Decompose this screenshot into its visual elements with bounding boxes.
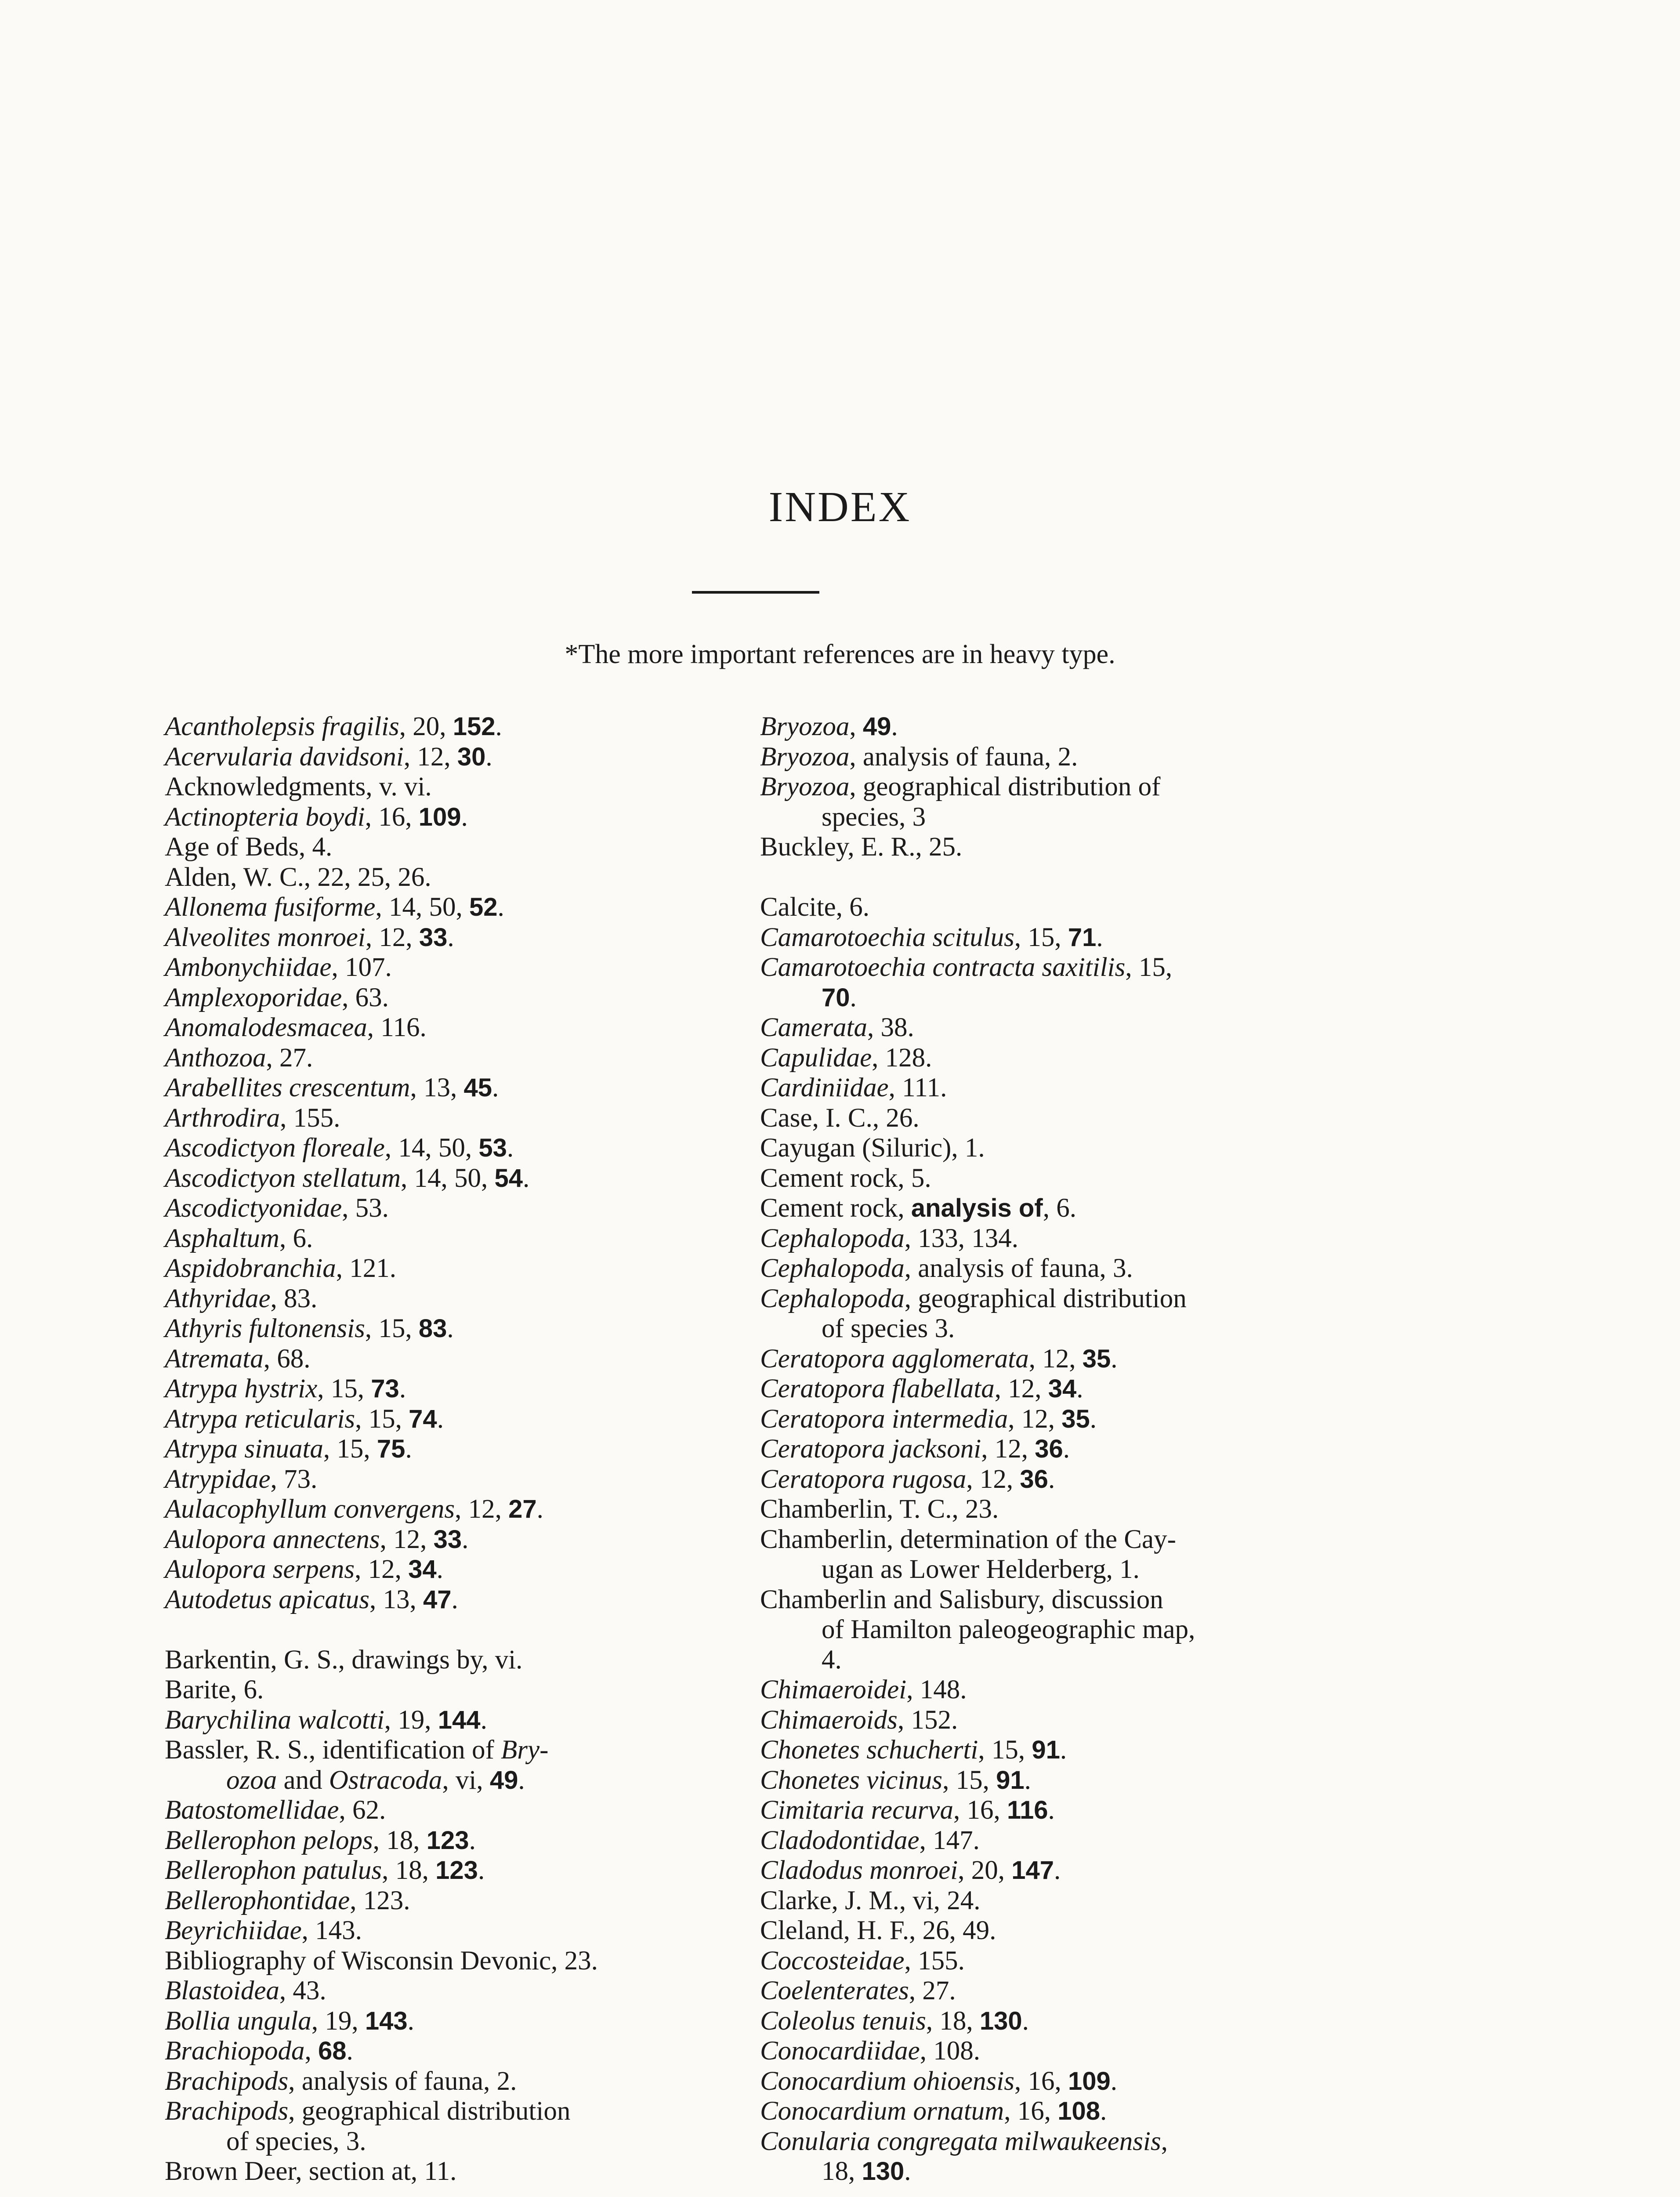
index-entry [165,832,740,863]
index-entry-line: Chamberlin, determination of the Cay- [760,1524,1176,1554]
index-entry [165,1916,740,1946]
index-entry-line: Ceratopora jacksoni, 12, 36. [760,1434,1070,1464]
index-column-left [165,712,740,2187]
index-entry-line: Atrypa reticularis, 15, 74. [165,1404,444,1434]
index-entry-continuation: species, 3 [822,802,926,832]
index-entry-line: Clarke, J. M., vi, 24. [760,1885,981,1915]
index-entry [165,892,740,923]
index-entry [760,1795,1340,1826]
index-entry-line: Bellerophontidae, 123. [165,1885,410,1915]
index-entry-line: Bryozoa, analysis of fauna, 2. [760,742,1078,772]
index-entry-line: Acervularia davidsoni, 12, 30. [165,742,492,772]
index-entry-line: Allonema fusiforme, 14, 50, 52. [165,892,504,922]
index-entry [760,1826,1340,1856]
index-entry [760,772,1340,832]
index-entry [165,1795,740,1826]
index-entry [165,2066,740,2097]
index-entry-line: Aulopora annectens, 12, 33. [165,1524,469,1554]
index-entry-line: Ceratopora agglomerata, 12, 35. [760,1344,1118,1374]
index-entry-line: Actinopteria boydi, 16, 109. [165,802,468,832]
index-entry-line: Cephalopoda, 133, 134. [760,1223,1018,1253]
index-entry [760,1103,1340,1134]
index-entry [165,1735,740,1795]
index-entry-line: Chamberlin, T. C., 23. [760,1494,999,1524]
index-entry-line: Camerata, 38. [760,1013,914,1042]
index-entry-line: Cephalopoda, geographical distribution [760,1283,1187,1313]
index-note: *The more important references are in heavy type. [565,639,1115,669]
index-entry [760,892,1340,923]
index-entry [760,832,1340,863]
index-entry-line: Cleland, H. F., 26, 49. [760,1916,996,1945]
index-entry-line: Brachipods, geographical distribution [165,2096,571,2126]
index-entry [165,1284,740,1314]
index-entry-line: Bibliography of Wisconsin Devonic, 23. [165,1946,598,1976]
index-entry [165,1856,740,1886]
index-entry [165,953,740,983]
index-entry-line: Coelenterates, 27. [760,1976,956,2005]
index-entry [760,1013,1340,1043]
index-entry [760,1886,1340,1916]
index-entry-line: Ceratopora rugosa, 12, 36. [760,1464,1055,1494]
index-entry-line: Cimitaria recurva, 16, 116. [760,1795,1055,1825]
index-entry-line: Cement rock, 5. [760,1163,931,1193]
index-entry-line: Conocardium ornatum, 16, 108. [760,2096,1107,2126]
index-entry-line: Athyridae, 83. [165,1283,318,1313]
index-entry-line: Anthozoa, 27. [165,1043,313,1073]
index-entry-line: Amplexoporidae, 63. [165,982,389,1012]
index-entry [760,1164,1340,1194]
index-entry-line: Bollia ungula, 19, 143. [165,2006,414,2036]
index-entry [760,1946,1340,1976]
index-entry [760,1976,1340,2006]
index-entry [760,1434,1340,1465]
index-entry [760,2096,1340,2127]
index-entry-line: Ceratopora flabellata, 12, 34. [760,1374,1083,1403]
index-entry [760,1284,1340,1344]
index-entry [165,1404,740,1435]
index-entry [760,1856,1340,1886]
index-entry [165,772,740,802]
index-entry-line: Barkentin, G. S., drawings by, vi. [165,1645,523,1675]
index-entry-line: Cephalopoda, analysis of fauna, 3. [760,1254,1133,1283]
index-entry-line: Conocardiidae, 108. [760,2036,980,2066]
index-entry [165,2006,740,2037]
index-entry-line: Age of Beds, 4. [165,832,333,862]
index-entry [165,1314,740,1344]
index-column-right [760,712,1340,2187]
section-gap [165,1615,740,1645]
index-entry [165,2157,740,2187]
index-entry-line: Ambonychiidae, 107. [165,953,392,982]
index-entry [165,1224,740,1254]
index-entry-line: Arthrodira, 155. [165,1103,340,1133]
index-entry-line: Coleolus tenuis, 18, 130. [760,2006,1029,2036]
index-entry-line: Aulacophyllum convergens, 12, 27. [165,1494,543,1524]
index-entry [165,1585,740,1615]
index-entry-line: Cardiniidae, 111. [760,1073,947,1102]
index-entry-line: Calcite, 6. [760,892,870,922]
index-entry [165,1133,740,1164]
index-entry [760,1404,1340,1435]
index-entry-line: Atrypa hystrix, 15, 73. [165,1374,406,1403]
index-entry-line: Atremata, 68. [165,1344,311,1374]
index-entry [165,1434,740,1465]
index-entry-line: Cladodontidae, 147. [760,1825,980,1855]
index-entry-line: Chamberlin and Salisbury, discussion [760,1584,1163,1614]
index-entry [165,1675,740,1705]
index-entry [165,1103,740,1134]
index-entry [165,1826,740,1856]
index-entry-line: Coccosteidae, 155. [760,1946,965,1976]
index-entry-line: Buckley, E. R., 25. [760,832,963,862]
index-entry-continuation: 70. [822,982,857,1012]
index-entry-line: Bryozoa, geographical distribution of [760,772,1161,801]
index-entry [165,983,740,1013]
index-entry-line: Athyris fultonensis, 15, 83. [165,1314,454,1343]
index-entry [165,923,740,953]
index-entry-line: Cayugan (Siluric), 1. [760,1133,985,1163]
index-entry-line: Conocardium ohioensis, 16, 109. [760,2066,1117,2096]
index-entry [165,712,740,742]
index-entry [165,2096,740,2157]
index-entry [760,1916,1340,1946]
index-entry-continuation: ugan as Lower Helderberg, 1. [822,1555,1140,1584]
index-entry-line: Chonetes schucherti, 15, 91. [760,1735,1067,1765]
index-entry [165,1465,740,1495]
index-entry-line: Case, I. C., 26. [760,1103,920,1133]
index-entry [760,1193,1340,1224]
index-entry-line: Bryozoa, 49. [760,712,898,741]
index-entry-line: Cladodus monroei, 20, 147. [760,1856,1061,1885]
index-entry [165,2036,740,2066]
index-entry-continuation: of species 3. [822,1314,955,1343]
index-entry-line: Chimaeroids, 152. [760,1705,958,1735]
index-entry [760,742,1340,772]
index-entry-line: Alden, W. C., 22, 25, 26. [165,862,431,892]
index-entry [760,712,1340,742]
index-entry-continuation: 18, 130. [822,2157,911,2186]
index-entry-line: Brown Deer, section at, 11. [165,2157,457,2186]
index-entry-line: Conularia congregata milwaukeensis, [760,2126,1168,2156]
index-entry [165,802,740,833]
index-entry [165,1374,740,1404]
index-entry [165,1645,740,1675]
index-entry [760,923,1340,953]
index-entry [760,953,1340,1013]
index-entry-line: Camarotoechia scitulus, 15, 71. [760,922,1103,952]
index-entry [760,1766,1340,1796]
index-entry-line: Acknowledgments, v. vi. [165,772,432,801]
index-entry-line: Atrypidae, 73. [165,1464,318,1494]
index-entry-line: Chimaeroidei, 148. [760,1675,967,1704]
index-entry-line: Bellerophon pelops, 18, 123. [165,1825,476,1855]
index-entry-continuation: of species, 3. [226,2126,366,2156]
index-entry [760,1133,1340,1164]
index-entry-line: Arabellites crescentum, 13, 45. [165,1073,499,1102]
index-entry-line: Batostomellidae, 62. [165,1795,386,1825]
index-entry-continuation: of Hamilton paleogeographic map, [822,1615,1195,1644]
index-entry-line: Blastoidea, 43. [165,1976,326,2005]
index-entry [760,1043,1340,1073]
index-entry-line: Ascodictyonidae, 53. [165,1193,389,1223]
index-entry [760,2066,1340,2097]
index-entry-line: Asphaltum, 6. [165,1223,313,1253]
index-entry [760,1344,1340,1374]
index-entry-line: Barite, 6. [165,1675,264,1704]
index-entry-line: Ascodictyon floreale, 14, 50, 53. [165,1133,514,1163]
index-entry [165,1494,740,1525]
index-entry [760,1374,1340,1404]
index-entry [760,1525,1340,1585]
index-entry [165,1164,740,1194]
index-entry-line: Capulidae, 128. [760,1043,932,1073]
index-entry [165,1705,740,1736]
index-entry-line: Beyrichiidae, 143. [165,1916,362,1945]
index-entry-line: Anomalodesmacea, 116. [165,1013,427,1042]
index-entry-line: Autodetus apicatus, 13, 47. [165,1584,458,1614]
index-entry-continuation: 4. [822,1645,842,1675]
index-entry-line: Alveolites monroei, 12, 33. [165,922,454,952]
index-entry-line: Acantholepsis fragilis, 20, 152. [165,712,502,741]
index-entry [165,863,740,893]
index-entry [760,2127,1340,2187]
index-entry [760,1465,1340,1495]
index-entry [165,742,740,772]
index-entry [165,1073,740,1103]
index-entry [760,1073,1340,1103]
index-entry-line: Ceratopora intermedia, 12, 35. [760,1404,1097,1434]
index-entry-line: Bellerophon patulus, 18, 123. [165,1856,485,1885]
index-entry-line: Camarotoechia contracta saxitilis, 15, [760,953,1173,982]
index-entry [165,1886,740,1916]
index-entry [760,2006,1340,2037]
index-entry [760,1224,1340,1254]
index-entry [165,1043,740,1073]
index-entry-line: Aulopora serpens, 12, 34. [165,1555,443,1584]
index-entry [165,1344,740,1374]
page-title: INDEX [768,483,912,531]
index-entry [760,1494,1340,1525]
index-entry [165,1013,740,1043]
index-entry-line: Brachipods, analysis of fauna, 2. [165,2066,517,2096]
index-entry [165,1525,740,1555]
index-entry [760,1254,1340,1284]
index-entry [760,1735,1340,1766]
title-rule [692,591,819,594]
index-entry [165,1193,740,1224]
index-entry [760,1705,1340,1736]
index-entry-continuation: ozoa and Ostracoda, vi, 49. [226,1765,525,1795]
index-entry-line: Atrypa sinuata, 15, 75. [165,1434,412,1464]
index-entry-line: Brachiopoda, 68. [165,2036,353,2066]
index-entry-line: Bassler, R. S., identification of Bry- [165,1735,549,1765]
index-entry [760,1675,1340,1705]
index-entry-line: Cement rock, analysis of, 6. [760,1193,1076,1223]
index-entry [165,1946,740,1976]
index-entry [165,1254,740,1284]
index-entry-line: Ascodictyon stellatum, 14, 50, 54. [165,1163,530,1193]
index-entry [760,1585,1340,1675]
index-entry [165,1555,740,1585]
index-entry-line: Aspidobranchia, 121. [165,1254,396,1283]
index-entry [760,2036,1340,2066]
section-gap [760,863,1340,893]
index-entry [165,1976,740,2006]
index-entry-line: Barychilina walcotti, 19, 144. [165,1705,487,1735]
index-entry-line: Chonetes vicinus, 15, 91. [760,1765,1031,1795]
